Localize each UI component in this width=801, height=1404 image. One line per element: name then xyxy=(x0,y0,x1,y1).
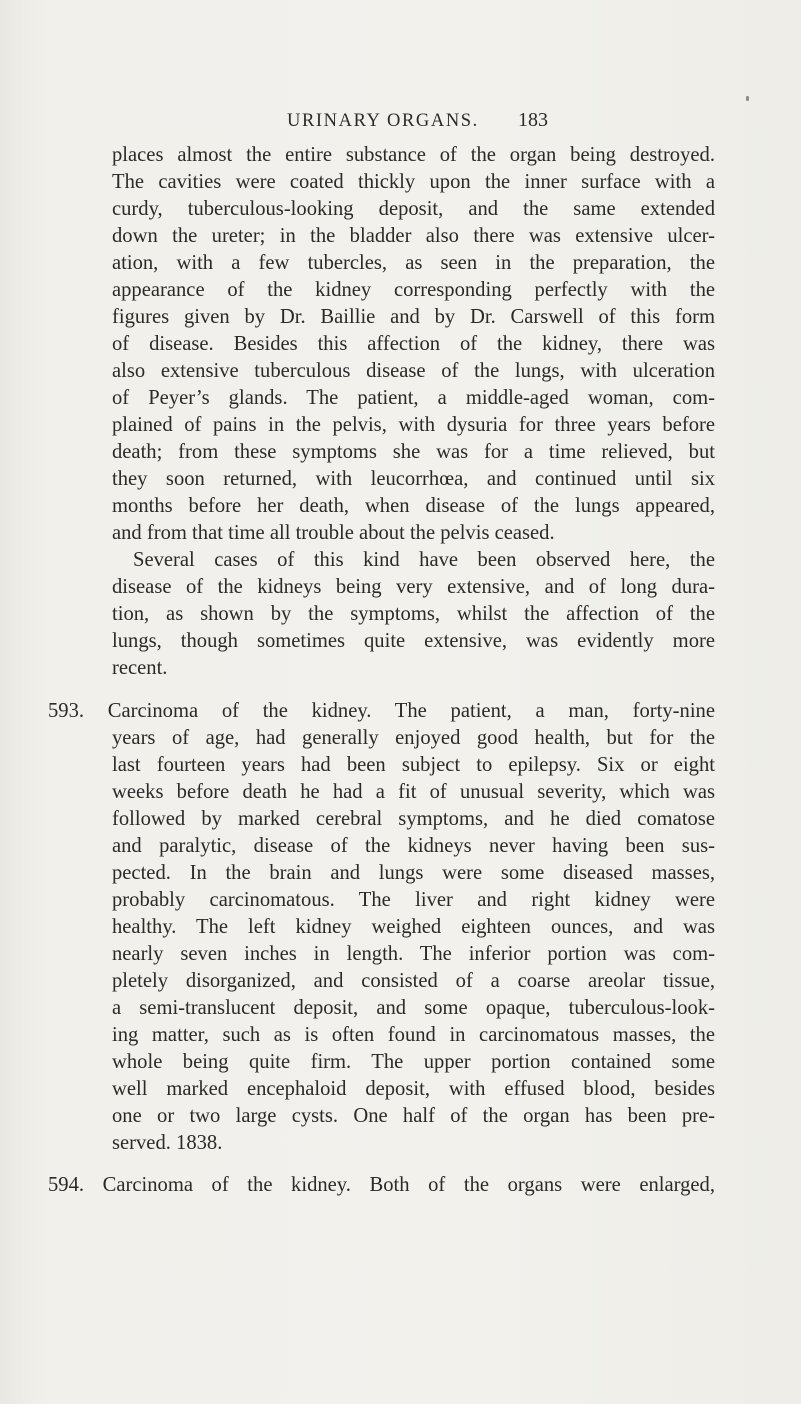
page-number: 183 xyxy=(518,109,548,131)
entry-593-heading: 593. Carcinoma of the kidney. The patient, a man, forty-nine xyxy=(48,700,715,722)
text-line: months before her death, when disease of the lungs appeared, xyxy=(112,495,715,517)
text-line: lungs, though sometimes quite extensive, was evidently more xyxy=(112,630,715,652)
text-line: of disease. Besides this affection of the kidney, there was xyxy=(112,333,715,355)
text-line: curdy, tuberculous-looking deposit, and the same extended xyxy=(112,198,715,220)
running-head: URINARY ORGANS. xyxy=(287,111,479,131)
text-line: disease of the kidneys being very extensive, and of long dura- xyxy=(112,576,715,598)
text-line: tion, as shown by the symptoms, whilst the affection of the xyxy=(112,603,715,625)
text-line: probably carcinomatous. The liver and right kidney were xyxy=(112,889,715,911)
text-line: ation, with a few tubercles, as seen in the preparation, the xyxy=(112,252,715,274)
text-line: weeks before death he had a fit of unusual severity, which was xyxy=(112,781,715,803)
text-line: down the ureter; in the bladder also there was extensive ulcer- xyxy=(112,225,715,247)
text-line: ing matter, such as is often found in carcinomatous masses, the xyxy=(112,1024,715,1046)
text-line: places almost the entire substance of the organ being destroyed. xyxy=(112,144,715,166)
text-line: pletely disorganized, and consisted of a coarse areolar tissue, xyxy=(112,970,715,992)
text-line: and from that time all trouble about the pelvis ceased. xyxy=(112,522,555,544)
text-line: figures given by Dr. Baillie and by Dr. Carswell of this form xyxy=(112,306,715,328)
text-line: one or two large cysts. One half of the organ has been pre- xyxy=(112,1105,715,1127)
text-line: Several cases of this kind have been observed here, the xyxy=(133,549,715,571)
text-line: of Peyer’s glands. The patient, a middle-aged woman, com- xyxy=(112,387,715,409)
page-header xyxy=(0,111,801,139)
text-line: years of age, had generally enjoyed good health, but for the xyxy=(112,727,715,749)
text-line: The cavities were coated thickly upon the inner surface with a xyxy=(112,171,715,193)
text-line: last fourteen years had been subject to epilepsy. Six or eight xyxy=(112,754,715,776)
text-line: appearance of the kidney corresponding perfectly with the xyxy=(112,279,715,301)
text-line: well marked encephaloid deposit, with effused blood, besides xyxy=(112,1078,715,1100)
text-line: whole being quite firm. The upper portion contained some xyxy=(112,1051,715,1073)
text-line: also extensive tuberculous disease of the lungs, with ulceration xyxy=(112,360,715,382)
text-line: plained of pains in the pelvis, with dysuria for three years before xyxy=(112,414,715,436)
text-line: and paralytic, disease of the kidneys never having been sus- xyxy=(112,835,715,857)
text-line: followed by marked cerebral symptoms, and he died comatose xyxy=(112,808,715,830)
text-line: pected. In the brain and lungs were some diseased masses, xyxy=(112,862,715,884)
entry-594-heading: 594. Carcinoma of the kidney. Both of the organs were enlarged, xyxy=(48,1174,715,1196)
text-line: a semi-translucent deposit, and some opaque, tuberculous-look- xyxy=(112,997,715,1019)
text-line: served. 1838. xyxy=(112,1132,223,1154)
text-line: healthy. The left kidney weighed eighteen ounces, and was xyxy=(112,916,715,938)
ink-speck xyxy=(746,96,749,101)
text-line: nearly seven inches in length. The inferior portion was com- xyxy=(112,943,715,965)
text-line: they soon returned, with leucorrhœa, and continued until six xyxy=(112,468,715,490)
text-line: death; from these symptoms she was for a time relieved, but xyxy=(112,441,715,463)
text-line: recent. xyxy=(112,657,168,679)
